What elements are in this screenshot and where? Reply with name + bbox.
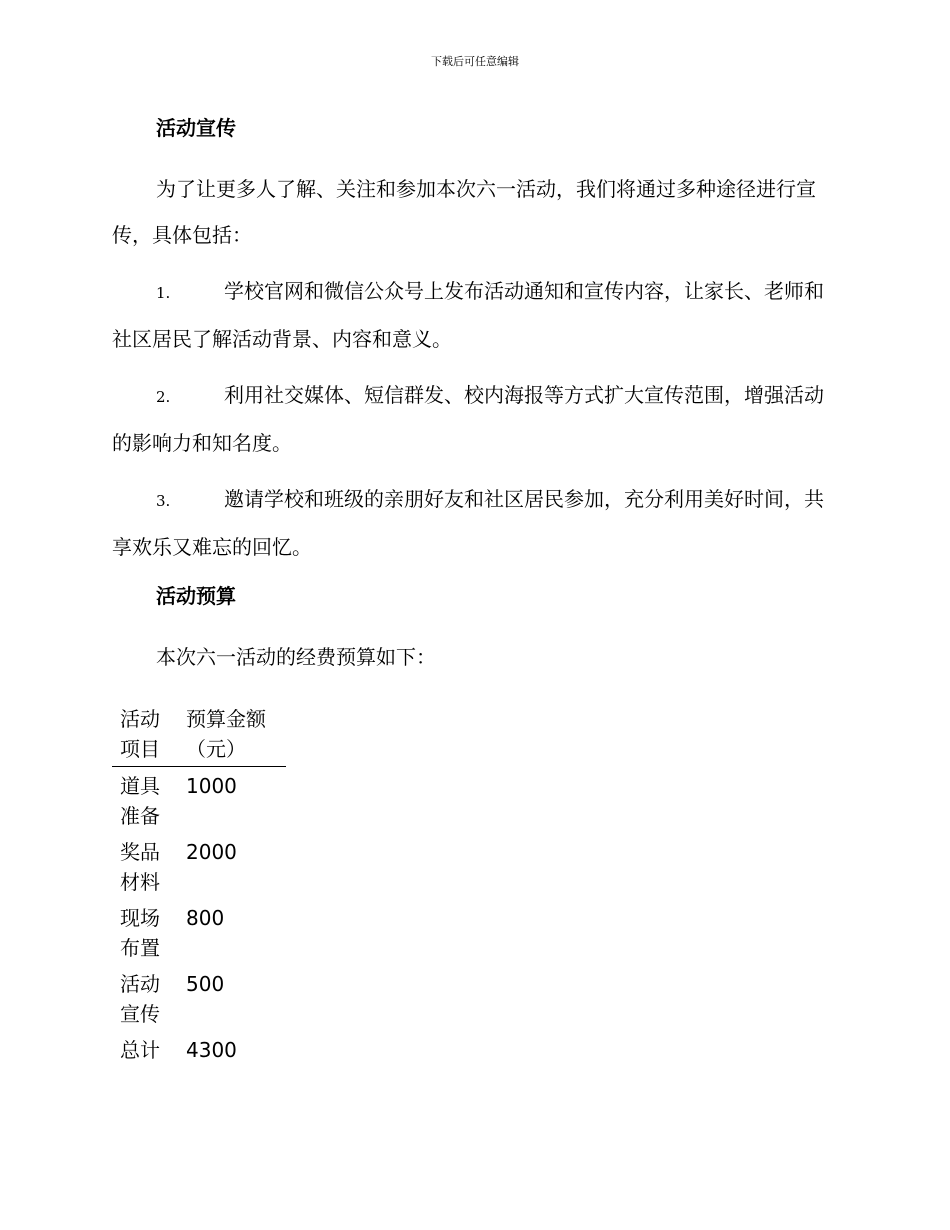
promo-list-item [112, 268, 834, 362]
table-header-item: 活动项目 [112, 700, 178, 767]
document-body [112, 112, 834, 1067]
budget-intro-paragraph: 本次六一活动的经费预算如下： [156, 645, 436, 669]
table-cell-item: 奖品材料 [120, 840, 160, 894]
table-cell-amount: 1000 [186, 774, 237, 798]
table-cell-item: 总计 [120, 1038, 160, 1062]
table-cell-item: 现场布置 [120, 906, 160, 960]
table-header-amount: 预算金额（元） [178, 700, 286, 767]
table-row [112, 833, 286, 899]
page-header-note: 下载后可任意编辑 [431, 55, 519, 68]
table-cell-item: 道具准备 [120, 774, 160, 828]
table-cell-item: 活动宣传 [120, 972, 160, 1026]
section-heading-promo: 活动宣传 [156, 116, 236, 140]
table-row [112, 1031, 286, 1067]
list-item-number: 3. [156, 492, 171, 510]
table-cell-amount: 4300 [186, 1038, 237, 1062]
table-row [112, 965, 286, 1031]
list-item-number: 1. [156, 284, 171, 302]
table-cell-amount: 2000 [186, 840, 237, 864]
list-item-text: 学校官网和微信公众号上发布活动通知和宣传内容，让家长、老师和社区居民了解活动背景、内容和意义。 [112, 279, 824, 351]
table-row [112, 899, 286, 965]
table-cell-amount: 800 [186, 906, 225, 930]
table-row [112, 767, 286, 834]
list-item-text: 邀请学校和班级的亲朋好友和社区居民参加，充分利用美好时间，共享欢乐又难忘的回忆。 [112, 487, 824, 559]
table-cell-amount: 500 [186, 972, 225, 996]
table-header-row [112, 700, 286, 767]
promo-intro-paragraph: 为了让更多人了解、关注和参加本次六一活动，我们将通过多种途径进行宣传，具体包括： [112, 177, 816, 247]
promo-list-item [112, 476, 834, 570]
section-heading-budget: 活动预算 [156, 584, 236, 608]
promo-list-item [112, 372, 834, 466]
budget-table [112, 700, 286, 1067]
list-item-text: 利用社交媒体、短信群发、校内海报等方式扩大宣传范围，增强活动的影响力和知名度。 [112, 383, 824, 455]
list-item-number: 2. [156, 388, 171, 406]
